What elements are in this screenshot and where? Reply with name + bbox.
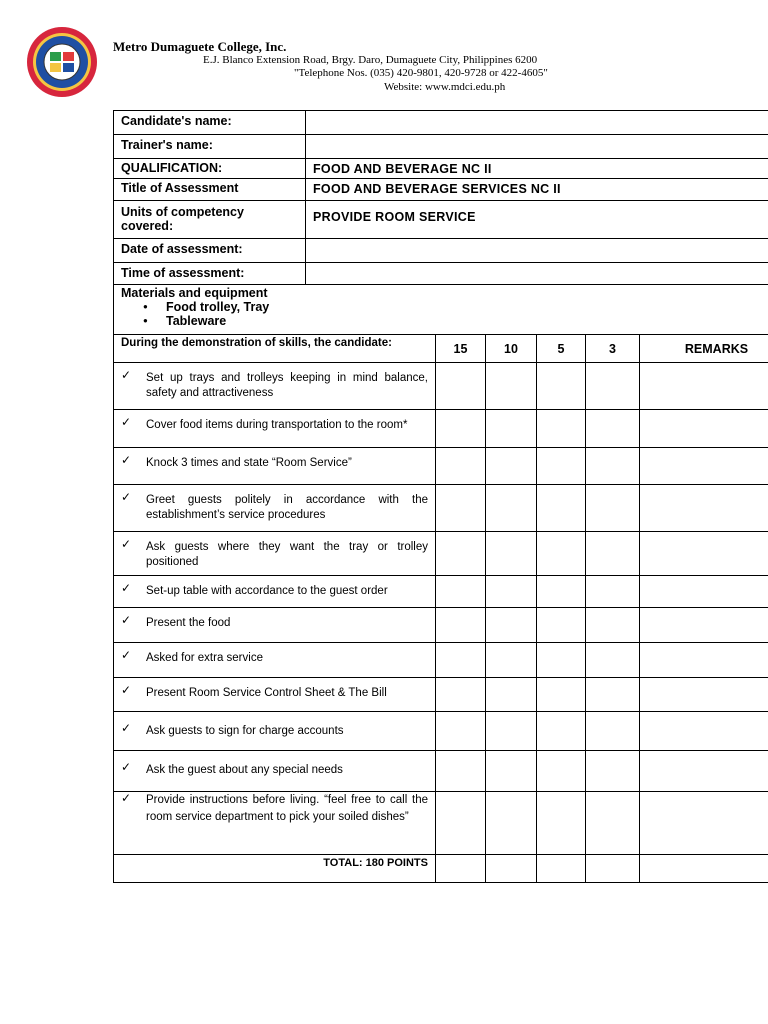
units-row bbox=[114, 201, 768, 239]
score-5-cell[interactable] bbox=[537, 751, 586, 792]
remarks-cell[interactable] bbox=[640, 608, 768, 643]
table-row bbox=[114, 363, 768, 410]
time-field[interactable] bbox=[306, 263, 768, 285]
score-3-cell[interactable] bbox=[586, 712, 640, 751]
units-label: Units of competency covered: bbox=[114, 201, 306, 239]
materials-item: ● Tableware bbox=[121, 314, 768, 328]
time-label: Time of assessment: bbox=[114, 263, 306, 285]
criterion-item bbox=[114, 448, 435, 475]
remarks-cell[interactable] bbox=[640, 712, 768, 751]
score-15-cell[interactable] bbox=[436, 751, 486, 792]
score-10-cell[interactable] bbox=[486, 410, 537, 448]
criterion-text: Set-up table with accordance to the guest order bbox=[146, 585, 388, 597]
score-3-cell[interactable] bbox=[586, 678, 640, 712]
score-10-cell[interactable] bbox=[486, 363, 537, 410]
score-10-cell[interactable] bbox=[486, 576, 537, 608]
total-remarks-cell[interactable] bbox=[640, 855, 768, 883]
criterion-text: Cover food items during transportation to the room* bbox=[146, 419, 408, 431]
score-15-cell[interactable] bbox=[436, 485, 486, 532]
score-10-cell[interactable] bbox=[486, 751, 537, 792]
criterion-item bbox=[114, 712, 435, 743]
total-row bbox=[114, 855, 768, 883]
remarks-cell[interactable] bbox=[640, 532, 768, 576]
score-10-header: 10 bbox=[486, 335, 537, 363]
remarks-cell[interactable] bbox=[640, 576, 768, 608]
college-seal-logo bbox=[26, 26, 98, 98]
trainer-row bbox=[114, 135, 768, 159]
checkmark-icon: ✓ bbox=[121, 453, 132, 467]
checkmark-icon: ✓ bbox=[121, 537, 132, 551]
criterion-item bbox=[114, 643, 435, 670]
school-website: Website: www.mdci.edu.ph bbox=[384, 81, 506, 93]
candidate-field[interactable] bbox=[306, 111, 768, 135]
table-row bbox=[114, 410, 768, 448]
criterion-text: Provide instructions before living. “feel free to call the room service department to pick your soiled dishes” bbox=[146, 794, 428, 823]
qualification-value: FOOD AND BEVERAGE NC II bbox=[306, 159, 768, 179]
score-15-cell[interactable] bbox=[436, 608, 486, 643]
score-5-cell[interactable] bbox=[537, 363, 586, 410]
score-15-cell[interactable] bbox=[436, 532, 486, 576]
score-15-cell[interactable] bbox=[436, 792, 486, 855]
score-3-cell[interactable] bbox=[586, 792, 640, 855]
total-15-cell[interactable] bbox=[436, 855, 486, 883]
date-label: Date of assessment: bbox=[114, 239, 306, 263]
date-row bbox=[114, 239, 768, 263]
score-3-cell[interactable] bbox=[586, 448, 640, 485]
score-15-cell[interactable] bbox=[436, 448, 486, 485]
score-15-header: 15 bbox=[436, 335, 486, 363]
skills-checklist-table bbox=[113, 334, 768, 883]
criterion-text: Present the food bbox=[146, 617, 231, 629]
checkmark-icon: ✓ bbox=[121, 683, 132, 697]
score-10-cell[interactable] bbox=[486, 532, 537, 576]
score-3-cell[interactable] bbox=[586, 643, 640, 678]
remarks-cell[interactable] bbox=[640, 792, 768, 855]
score-3-cell[interactable] bbox=[586, 410, 640, 448]
materials-item: ● Food trolley, Tray bbox=[121, 300, 768, 314]
remarks-cell[interactable] bbox=[640, 363, 768, 410]
criterion-text: Ask guests to sign for charge accounts bbox=[146, 725, 344, 737]
skills-header-text: During the demonstration of skills, the candidate: bbox=[114, 335, 436, 363]
qualification-row bbox=[114, 159, 768, 179]
score-15-cell[interactable] bbox=[436, 712, 486, 751]
score-3-cell[interactable] bbox=[586, 485, 640, 532]
checkmark-icon: ✓ bbox=[121, 791, 132, 805]
score-10-cell[interactable] bbox=[486, 678, 537, 712]
score-3-cell[interactable] bbox=[586, 576, 640, 608]
score-15-cell[interactable] bbox=[436, 643, 486, 678]
score-10-cell[interactable] bbox=[486, 643, 537, 678]
table-row bbox=[114, 532, 768, 576]
checkmark-icon: ✓ bbox=[121, 613, 132, 627]
checkmark-icon: ✓ bbox=[121, 648, 132, 662]
materials-section bbox=[113, 284, 768, 335]
remarks-cell[interactable] bbox=[640, 410, 768, 448]
score-3-cell[interactable] bbox=[586, 532, 640, 576]
table-row bbox=[114, 751, 768, 792]
score-10-cell[interactable] bbox=[486, 712, 537, 751]
remarks-cell[interactable] bbox=[640, 448, 768, 485]
materials-list bbox=[121, 300, 768, 328]
criterion-item bbox=[114, 608, 435, 635]
criterion-text: Ask the guest about any special needs bbox=[146, 764, 343, 776]
criterion-item bbox=[114, 678, 435, 705]
units-value: PROVIDE ROOM SERVICE bbox=[306, 201, 768, 239]
score-5-cell[interactable] bbox=[537, 712, 586, 751]
table-row bbox=[114, 643, 768, 678]
criterion-item bbox=[114, 532, 435, 574]
score-5-cell[interactable] bbox=[537, 792, 586, 855]
title-label: Title of Assessment bbox=[114, 179, 306, 201]
school-address: E.J. Blanco Extension Road, Brgy. Daro, Dumaguete City, Philippines 6200 bbox=[203, 54, 538, 66]
remarks-cell[interactable] bbox=[640, 751, 768, 792]
time-row bbox=[114, 263, 768, 285]
score-5-header: 5 bbox=[537, 335, 586, 363]
score-15-cell[interactable] bbox=[436, 576, 486, 608]
total-3-cell[interactable] bbox=[586, 855, 640, 883]
checkmark-icon: ✓ bbox=[121, 490, 132, 504]
title-value: FOOD AND BEVERAGE SERVICES NC II bbox=[306, 179, 768, 201]
score-5-cell[interactable] bbox=[537, 576, 586, 608]
total-label: TOTAL: 180 POINTS bbox=[114, 855, 436, 883]
score-10-cell[interactable] bbox=[486, 792, 537, 855]
remarks-cell[interactable] bbox=[640, 485, 768, 532]
remarks-cell[interactable] bbox=[640, 643, 768, 678]
score-3-cell[interactable] bbox=[586, 363, 640, 410]
score-15-cell[interactable] bbox=[436, 678, 486, 712]
score-5-cell[interactable] bbox=[537, 448, 586, 485]
criterion-text: Asked for extra service bbox=[146, 652, 263, 664]
school-name: Metro Dumaguete College, Inc. bbox=[113, 39, 287, 54]
checkmark-icon: ✓ bbox=[121, 721, 132, 735]
candidate-label: Candidate's name: bbox=[114, 111, 306, 135]
criterion-item bbox=[114, 410, 435, 437]
qualification-label: QUALIFICATION: bbox=[114, 159, 306, 179]
criterion-text: Set up trays and trolleys keeping in mind balance, safety and attractiveness bbox=[146, 372, 428, 399]
checkmark-icon: ✓ bbox=[121, 760, 132, 774]
total-10-cell[interactable] bbox=[486, 855, 537, 883]
score-3-cell[interactable] bbox=[586, 608, 640, 643]
score-5-cell[interactable] bbox=[537, 678, 586, 712]
score-10-cell[interactable] bbox=[486, 608, 537, 643]
score-5-cell[interactable] bbox=[537, 485, 586, 532]
trainer-field[interactable] bbox=[306, 135, 768, 159]
table-row bbox=[114, 576, 768, 608]
trainer-label: Trainer's name: bbox=[114, 135, 306, 159]
title-row bbox=[114, 179, 768, 201]
remarks-cell[interactable] bbox=[640, 678, 768, 712]
criterion-item bbox=[114, 576, 435, 603]
score-15-cell[interactable] bbox=[436, 410, 486, 448]
checkmark-icon: ✓ bbox=[121, 415, 132, 429]
criterion-item bbox=[114, 363, 435, 405]
score-15-cell[interactable] bbox=[436, 363, 486, 410]
criterion-item bbox=[114, 792, 435, 829]
assessment-info-table bbox=[113, 110, 768, 285]
criterion-item bbox=[114, 751, 435, 782]
score-5-cell[interactable] bbox=[537, 532, 586, 576]
skills-header-row bbox=[114, 335, 768, 363]
criterion-text: Ask guests where they want the tray or trolley positioned bbox=[146, 541, 428, 568]
candidate-row bbox=[114, 111, 768, 135]
checkmark-icon: ✓ bbox=[121, 581, 132, 595]
checkmark-icon: ✓ bbox=[121, 368, 132, 382]
score-3-header: 3 bbox=[586, 335, 640, 363]
criterion-text: Knock 3 times and state “Room Service” bbox=[146, 457, 352, 469]
total-5-cell[interactable] bbox=[537, 855, 586, 883]
school-telephone: "Telephone Nos. (035) 420-9801, 420-9728 or 422-4605" bbox=[294, 67, 548, 79]
score-5-cell[interactable] bbox=[537, 643, 586, 678]
table-row bbox=[114, 678, 768, 712]
score-3-cell[interactable] bbox=[586, 751, 640, 792]
date-field[interactable] bbox=[306, 239, 768, 263]
table-row bbox=[114, 485, 768, 532]
score-5-cell[interactable] bbox=[537, 410, 586, 448]
table-row bbox=[114, 712, 768, 751]
score-10-cell[interactable] bbox=[486, 448, 537, 485]
table-row bbox=[114, 448, 768, 485]
materials-label: Materials and equipment bbox=[121, 286, 268, 300]
table-row bbox=[114, 792, 768, 855]
criterion-text: Present Room Service Control Sheet & The Bill bbox=[146, 687, 387, 699]
criterion-item bbox=[114, 485, 435, 527]
score-10-cell[interactable] bbox=[486, 485, 537, 532]
table-row bbox=[114, 608, 768, 643]
score-5-cell[interactable] bbox=[537, 608, 586, 643]
remarks-header: REMARKS bbox=[640, 335, 768, 363]
criterion-text: Greet guests politely in accordance with the establishment’s service procedures bbox=[146, 494, 428, 521]
